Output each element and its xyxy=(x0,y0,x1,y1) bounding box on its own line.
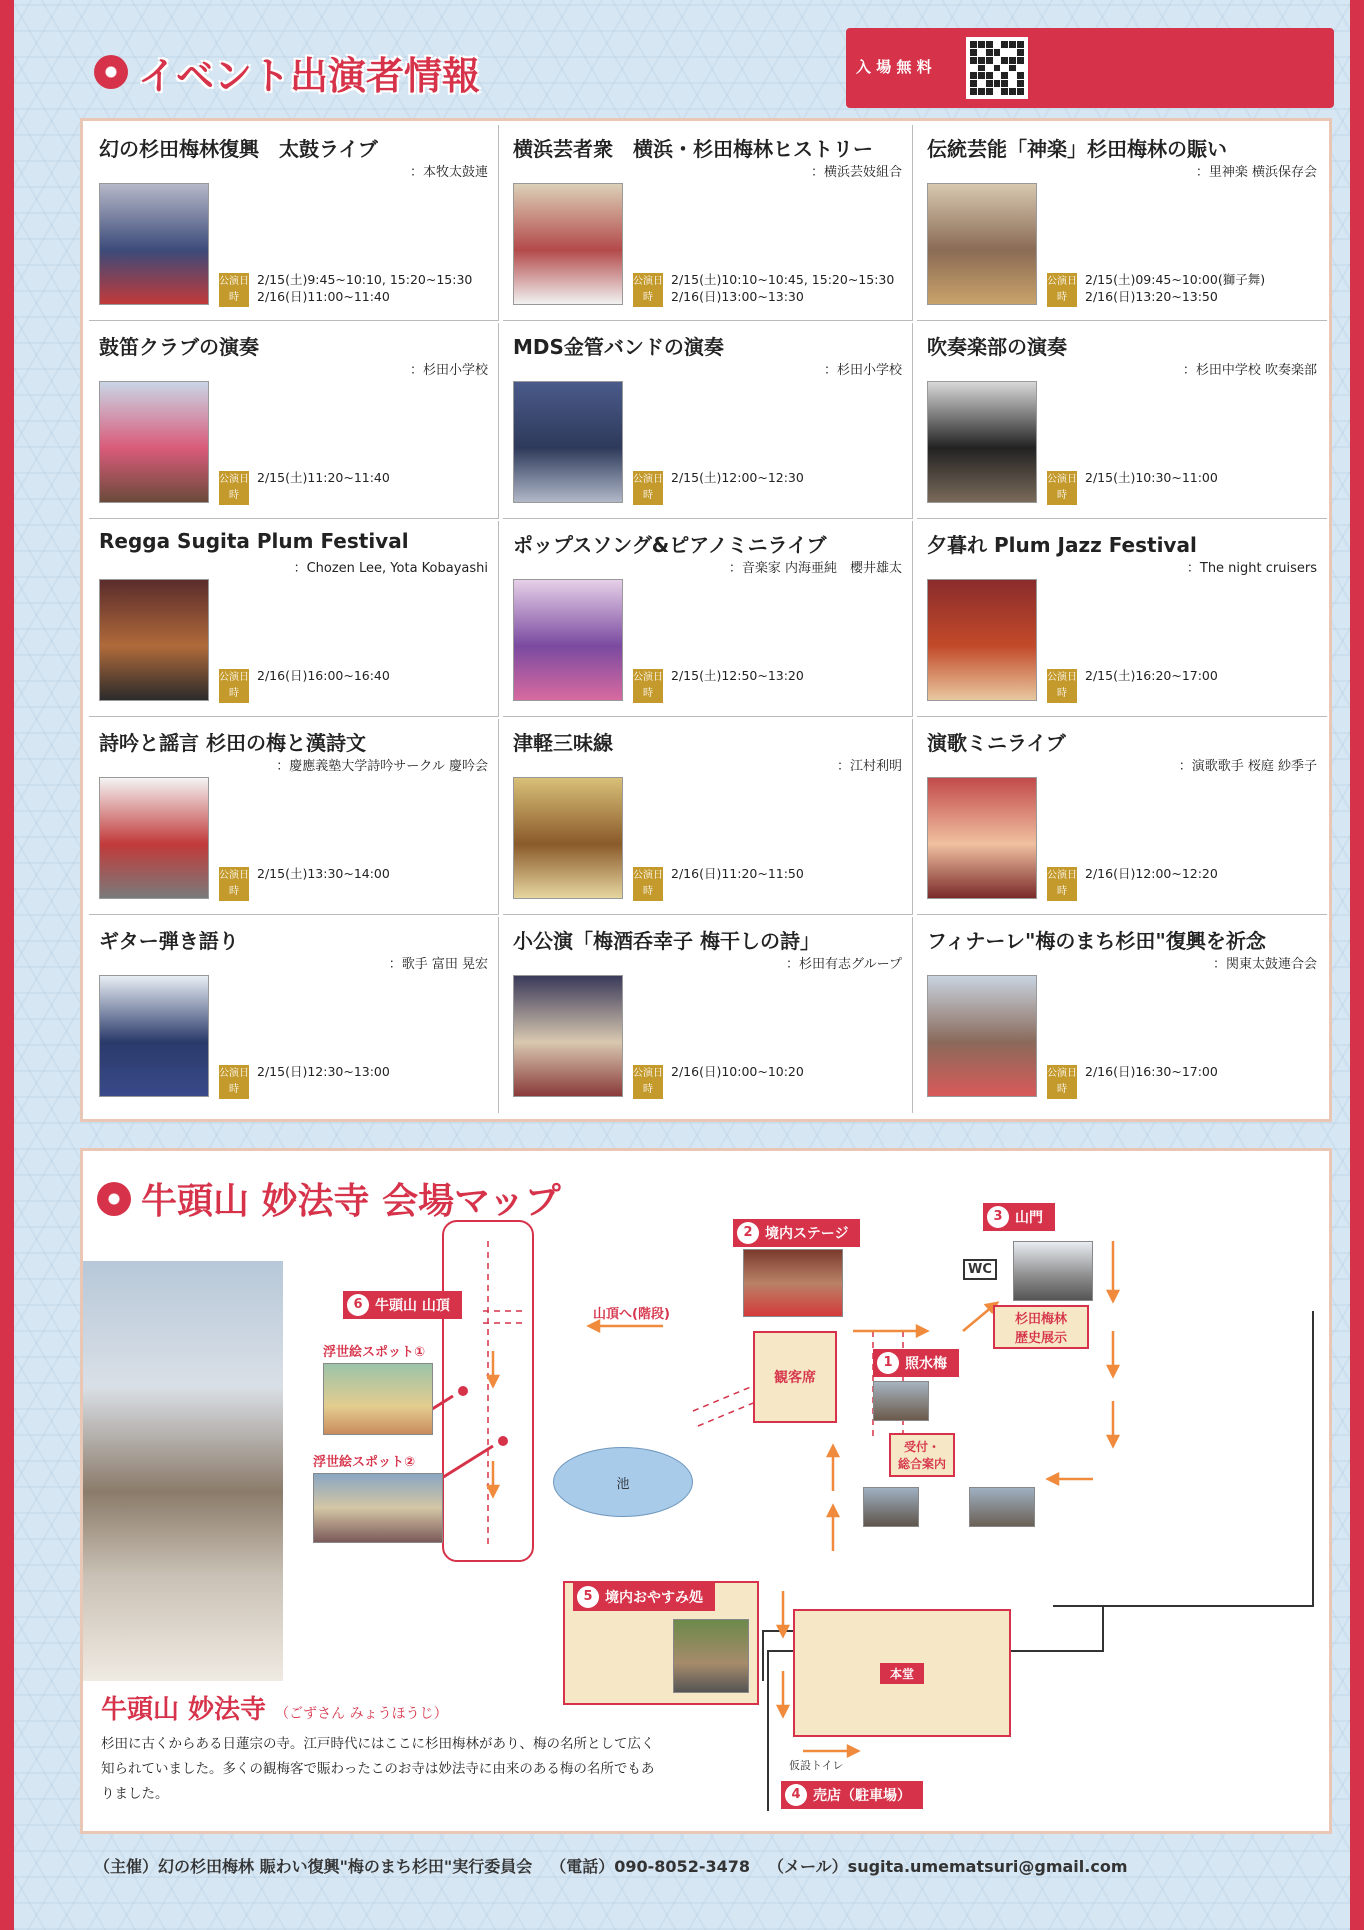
temple-name-text: 牛頭山 妙法寺 xyxy=(101,1695,267,1725)
event-time: 2/15(土)16:20~17:00 xyxy=(1085,668,1218,683)
event-time-badge: 公演日時 xyxy=(1047,273,1077,307)
event-times xyxy=(257,1063,492,1080)
main-hall-label: 本堂 xyxy=(880,1663,924,1684)
footer-organizer: （主催）幻の杉田梅林 賑わい復興"梅のまち杉田"実行委員会 xyxy=(94,1856,533,1876)
map-spot-3[interactable] xyxy=(983,1203,1055,1231)
event-title: フィナーレ"梅のまち杉田"復興を祈念 xyxy=(927,929,1266,953)
qr-code-icon[interactable] xyxy=(966,37,1028,99)
event-card xyxy=(917,917,1327,1113)
event-time-badge: 公演日時 xyxy=(219,669,249,703)
ukiyoe-a-image xyxy=(323,1363,433,1435)
spot-2-number: 2 xyxy=(737,1222,759,1244)
event-time: 2/15(土)12:50~13:20 xyxy=(671,668,804,683)
footer-email[interactable]: （メール）sugita.umematsuri@gmail.com xyxy=(768,1856,1128,1876)
event-times xyxy=(1085,469,1320,486)
footer-phone[interactable]: （電話）090-8052-3478 xyxy=(550,1856,750,1876)
event-description xyxy=(633,777,901,857)
event-time: 2/16(日)11:00~11:40 xyxy=(257,289,390,304)
event-performer: ：横浜芸妓組合 xyxy=(810,165,902,180)
event-card xyxy=(89,719,499,915)
event-description xyxy=(633,183,901,263)
events-header xyxy=(94,44,480,100)
pond: 池 xyxy=(553,1447,693,1517)
event-time: 2/15(土)10:30~11:00 xyxy=(1085,470,1218,485)
event-times xyxy=(671,271,906,305)
event-time: 2/16(日)13:00~13:30 xyxy=(671,289,804,304)
event-performer: ：音楽家 内海亜純 櫻井雄太 xyxy=(728,561,902,576)
event-title: 小公演「梅酒呑幸子 梅干しの詩」 xyxy=(513,929,820,953)
event-performer: ：The night cruisers xyxy=(1186,561,1317,576)
event-time-badge: 公演日時 xyxy=(219,471,249,505)
event-title: 津軽三味線 xyxy=(513,731,613,755)
event-performer: ：杉田小学校 xyxy=(409,363,488,378)
event-times xyxy=(1085,865,1320,882)
ukiyoe-b-image xyxy=(313,1473,443,1543)
audience-seats: 観客席 xyxy=(753,1331,837,1423)
event-time: 2/16(日)16:00~16:40 xyxy=(257,668,390,683)
events-panel xyxy=(80,118,1332,1122)
event-performer: ：関東太鼓連合会 xyxy=(1212,957,1317,972)
event-time-badge: 公演日時 xyxy=(633,273,663,307)
event-time-badge: 公演日時 xyxy=(1047,1065,1077,1099)
event-title: 夕暮れ Plum Jazz Festival xyxy=(927,533,1197,557)
event-photo xyxy=(927,381,1037,503)
event-title: ポップスソング&ピアノミニライブ xyxy=(513,533,827,557)
event-photo xyxy=(513,975,623,1097)
event-photo xyxy=(99,381,209,503)
event-description xyxy=(633,579,901,659)
map-spot-2[interactable] xyxy=(733,1219,860,1247)
event-time-badge: 公演日時 xyxy=(219,1065,249,1099)
event-times xyxy=(671,667,906,684)
event-performer: ：本牧太鼓連 xyxy=(409,165,488,180)
event-time-badge: 公演日時 xyxy=(1047,471,1077,505)
event-description xyxy=(1047,579,1315,659)
event-description xyxy=(219,975,487,1055)
event-time: 2/15(土)10:10~10:45, 15:20~15:30 xyxy=(671,272,895,287)
map-spot-1[interactable] xyxy=(873,1349,959,1377)
event-card xyxy=(917,521,1327,717)
event-card xyxy=(89,323,499,519)
event-description xyxy=(219,579,487,659)
event-photo xyxy=(513,183,623,305)
event-card xyxy=(89,521,499,717)
map-panel xyxy=(80,1148,1332,1834)
event-title: 幻の杉田梅林復興 太鼓ライブ xyxy=(99,137,378,161)
event-times xyxy=(1085,271,1320,305)
map-spot-4[interactable] xyxy=(781,1781,923,1809)
event-times xyxy=(671,469,906,486)
event-times xyxy=(671,1063,906,1080)
event-description xyxy=(1047,381,1315,461)
history-exhibit: 杉田梅林 歴史展示 xyxy=(993,1305,1089,1349)
gate-image xyxy=(1013,1241,1093,1301)
spot-1-label: 照水梅 xyxy=(905,1356,947,1372)
event-time-badge: 公演日時 xyxy=(219,867,249,901)
spot-5-number: 5 xyxy=(577,1586,599,1608)
event-performer: ：歌手 富田 晃宏 xyxy=(388,957,488,972)
spot-1-number: 1 xyxy=(877,1352,899,1374)
event-performer: ：Chozen Lee, Yota Kobayashi xyxy=(293,561,488,576)
event-times xyxy=(1085,667,1320,684)
ukiyoe-spot-a: 浮世絵スポット① xyxy=(323,1345,426,1360)
event-card xyxy=(917,125,1327,321)
event-performer: ：里神楽 横浜保存会 xyxy=(1195,165,1317,180)
event-card xyxy=(89,917,499,1113)
event-card xyxy=(89,125,499,321)
admission-banner xyxy=(846,28,1334,108)
plum-flower-icon xyxy=(94,55,128,89)
event-title: Regga Sugita Plum Festival xyxy=(99,529,409,553)
event-card xyxy=(917,323,1327,519)
temple-building-image xyxy=(863,1487,919,1527)
event-time: 2/15(日)12:30~13:00 xyxy=(257,1064,390,1079)
event-photo xyxy=(513,777,623,899)
spot-6-number: 6 xyxy=(347,1294,369,1316)
map-title: 牛頭山 妙法寺 会場マップ xyxy=(141,1181,561,1222)
event-time: 2/16(日)11:20~11:50 xyxy=(671,866,804,881)
spot-5-label: 境内おやすみ処 xyxy=(605,1590,703,1606)
map-spot-6[interactable] xyxy=(343,1291,462,1319)
event-times xyxy=(257,271,492,305)
spot-3-label: 山門 xyxy=(1015,1210,1043,1226)
event-description xyxy=(1047,777,1315,857)
event-photo xyxy=(513,579,623,701)
event-time-badge: 公演日時 xyxy=(1047,669,1077,703)
event-description xyxy=(633,381,901,461)
temple-description: 杉田に古くからある日蓮宗の寺。江戸時代にはここに杉田梅林があり、梅の名所として広く知られていました。多くの観梅客で賑わったこのお寺は妙法寺に由来のある梅の名所でもありました。 xyxy=(101,1736,655,1802)
event-title: 吹奏楽部の演奏 xyxy=(927,335,1067,359)
event-time: 2/15(土)9:45~10:10, 15:20~15:30 xyxy=(257,272,473,287)
event-card xyxy=(503,917,913,1113)
toilet-label: 仮設トイレ xyxy=(789,1759,844,1772)
event-photo xyxy=(927,183,1037,305)
event-performer: ：杉田有志グループ xyxy=(786,957,902,972)
event-description xyxy=(633,975,901,1055)
event-title: MDS金管バンドの演奏 xyxy=(513,335,724,359)
temple-photo xyxy=(83,1261,283,1681)
venue-map xyxy=(293,1211,1323,1821)
event-title: ギター弾き語り xyxy=(99,929,239,953)
temple-reading: （ごずさん みょうほうじ） xyxy=(275,1706,448,1722)
event-times xyxy=(257,469,492,486)
event-times xyxy=(257,865,492,882)
event-description xyxy=(219,381,487,461)
event-card xyxy=(917,719,1327,915)
event-photo xyxy=(99,183,209,305)
event-times xyxy=(257,667,492,684)
event-time-badge: 公演日時 xyxy=(633,471,663,505)
event-times xyxy=(1085,1063,1320,1080)
event-performer: ：慶應義塾大学詩吟サークル 慶吟会 xyxy=(276,759,488,774)
event-performer: ：杉田小学校 xyxy=(823,363,902,378)
event-time: 2/15(土)12:00~12:30 xyxy=(671,470,804,485)
event-time: 2/16(日)16:30~17:00 xyxy=(1085,1064,1218,1079)
event-performer: ：杉田中学校 吹奏楽部 xyxy=(1182,363,1317,378)
event-card xyxy=(503,521,913,717)
event-description xyxy=(219,777,487,857)
event-time: 2/15(土)11:20~11:40 xyxy=(257,470,390,485)
event-photo xyxy=(99,777,209,899)
spot-3-number: 3 xyxy=(987,1206,1009,1228)
event-photo xyxy=(927,777,1037,899)
event-time-badge: 公演日時 xyxy=(633,669,663,703)
event-photo xyxy=(927,975,1037,1097)
event-performer: ：江村利明 xyxy=(836,759,902,774)
event-photo xyxy=(99,975,209,1097)
event-time: 2/16(日)10:00~10:20 xyxy=(671,1064,804,1079)
event-title: 伝統芸能「神楽」杉田梅林の賑い xyxy=(927,137,1227,161)
spot-4-label: 売店（駐車場） xyxy=(813,1788,911,1804)
event-photo xyxy=(99,579,209,701)
event-time: 2/16(日)12:00~12:20 xyxy=(1085,866,1218,881)
wc-icon: WC xyxy=(963,1259,997,1280)
event-card xyxy=(503,719,913,915)
event-time: 2/15(土)09:45~10:00(獅子舞) xyxy=(1085,272,1266,287)
event-title: 鼓笛クラブの演奏 xyxy=(99,335,259,359)
spot-4-number: 4 xyxy=(785,1784,807,1806)
summit-direction: 山頂へ(階段) xyxy=(593,1307,670,1322)
events-title: イベント出演者情報 xyxy=(138,53,481,98)
event-title: 横浜芸者衆 横浜・杉田梅林ヒストリー xyxy=(513,137,873,161)
event-performer: ：演歌歌手 桜庭 紗季子 xyxy=(1178,759,1317,774)
event-description xyxy=(219,183,487,263)
event-title: 演歌ミニライブ xyxy=(927,731,1066,755)
event-time: 2/16(日)13:20~13:50 xyxy=(1085,289,1218,304)
main-hall xyxy=(793,1609,1011,1737)
admission-label: 入 場 無 料 xyxy=(856,57,932,76)
reception-info: 受付・ 総合案内 xyxy=(889,1433,955,1477)
spot-6-label: 牛頭山 山頂 xyxy=(375,1298,450,1314)
event-time-badge: 公演日時 xyxy=(219,273,249,307)
event-time-badge: 公演日時 xyxy=(633,867,663,901)
event-time-badge: 公演日時 xyxy=(633,1065,663,1099)
ukiyoe-spot-b: 浮世絵スポット② xyxy=(313,1455,416,1470)
event-card xyxy=(503,125,913,321)
temple-building-image-2 xyxy=(969,1487,1035,1527)
event-description xyxy=(1047,183,1315,263)
footer xyxy=(94,1848,1324,1882)
rest-area-image xyxy=(673,1619,749,1693)
event-card xyxy=(503,323,913,519)
spot-2-label: 境内ステージ xyxy=(765,1226,849,1242)
event-time-badge: 公演日時 xyxy=(1047,867,1077,901)
event-time: 2/15(土)13:30~14:00 xyxy=(257,866,390,881)
event-description xyxy=(1047,975,1315,1055)
plum-flower-icon xyxy=(97,1182,131,1216)
event-title: 詩吟と謡言 杉田の梅と漢詩文 xyxy=(99,731,366,755)
shosuibai-image xyxy=(873,1381,929,1421)
event-photo xyxy=(513,381,623,503)
stage-image xyxy=(743,1249,843,1317)
map-spot-5[interactable] xyxy=(573,1583,715,1611)
event-times xyxy=(671,865,906,882)
event-photo xyxy=(927,579,1037,701)
